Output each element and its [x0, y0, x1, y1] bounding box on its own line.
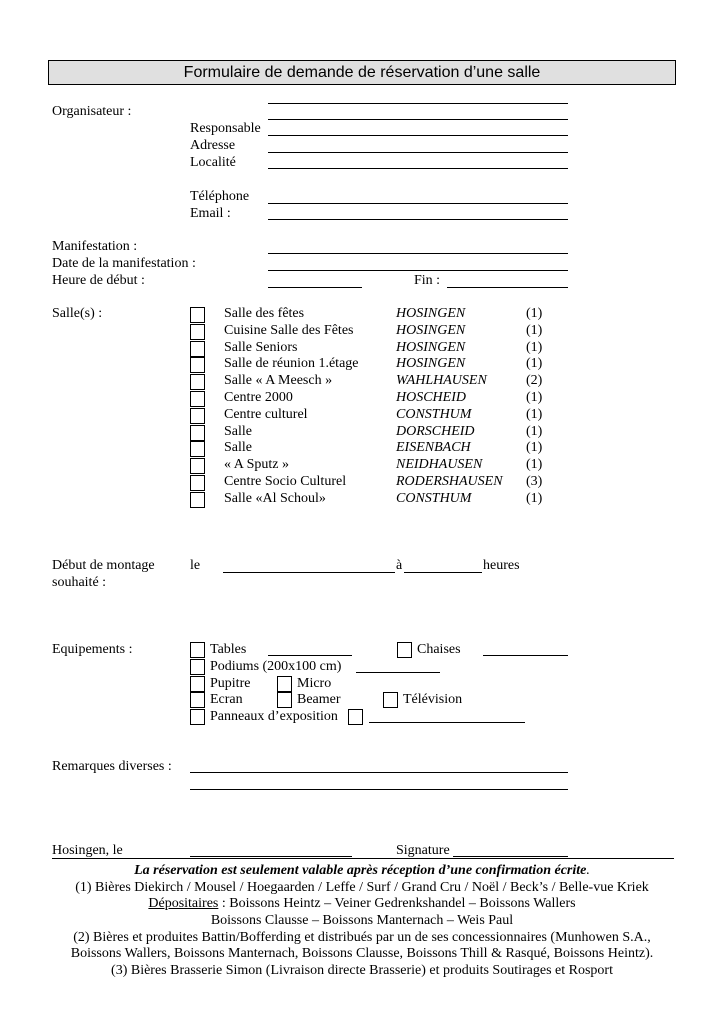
remarques-label: Remarques diverses : [52, 759, 172, 774]
salle-place: NEIDHAUSEN [396, 457, 483, 473]
salle-name: Centre 2000 [224, 390, 293, 405]
fin-field[interactable] [447, 287, 568, 288]
salle-place: HOSINGEN [396, 356, 466, 372]
television-checkbox[interactable] [383, 692, 398, 708]
salle-ref: (1) [526, 490, 543, 506]
footer-line-3: Boissons Clausse – Boissons Manternach – Weis Paul [210, 913, 514, 928]
salle-place: HOSINGEN [396, 322, 466, 338]
salle-checkbox[interactable] [190, 408, 205, 424]
salle-name: Centre culturel [224, 406, 308, 422]
salle-place: DORSCHEID [396, 423, 475, 439]
salle-place: HOSINGEN [396, 339, 466, 355]
panneaux-qty-field[interactable] [369, 722, 525, 723]
salle-name: Salle de réunion 1.étage [224, 356, 359, 372]
footer-line-6: (3) Bières Brasserie Simon (Livraison directe Brasserie) et produits Soutirages et Rosport [111, 963, 613, 978]
salle-name: Salle des fêtes [224, 306, 305, 321]
salle-ref: (1) [526, 440, 543, 456]
adresse-field[interactable] [268, 135, 568, 136]
manifestation-field[interactable] [268, 253, 568, 254]
beamer-checkbox[interactable] [277, 692, 292, 708]
salle-ref: (1) [526, 356, 543, 372]
depositaires-label: Dépositaires [148, 896, 219, 911]
salle-ref: (2) [526, 373, 543, 389]
tables-qty-field[interactable] [268, 655, 352, 656]
equipements-label: Equipements : [52, 642, 133, 657]
pupitre-label: Pupitre [210, 676, 251, 691]
salle-checkbox[interactable] [190, 357, 205, 373]
salle-place: RODERSHAUSEN [396, 474, 503, 489]
salle-checkbox[interactable] [190, 441, 205, 457]
heure-debut-label: Heure de début : [52, 273, 145, 288]
podiums-label: Podiums (200x100 cm) [210, 659, 342, 674]
salle-checkbox[interactable] [190, 458, 205, 474]
montage-le: le [190, 558, 201, 573]
salle-checkbox[interactable] [190, 492, 205, 508]
beamer-label: Beamer [297, 692, 341, 707]
organisateur-label: Organisateur : [52, 104, 132, 119]
salle-checkbox[interactable] [190, 341, 205, 357]
localite-field[interactable] [268, 152, 568, 153]
hosingen-le-label: Hosingen, le [52, 843, 123, 858]
salle-ref: (1) [526, 306, 543, 321]
panneaux-checkbox[interactable] [190, 709, 205, 725]
chaises-checkbox[interactable] [397, 642, 412, 658]
footer-divider [52, 858, 674, 859]
form-title: Formulaire de demande de réservation d’une salle [48, 60, 676, 85]
montage-heures: heures [483, 558, 520, 573]
salle-ref: (1) [526, 406, 543, 422]
salle-name: Centre Socio Culturel [224, 474, 347, 489]
salle-name: Salle «Al Schoul» [224, 490, 326, 506]
micro-checkbox[interactable] [277, 676, 292, 692]
salle-ref: (1) [526, 322, 543, 338]
salle-name: Salle [224, 423, 252, 439]
signature-label: Signature [396, 843, 450, 858]
signature-field[interactable] [453, 856, 568, 857]
remarques-field-2[interactable] [190, 789, 568, 790]
salle-checkbox[interactable] [190, 475, 205, 491]
television-label: Télévision [403, 692, 463, 707]
salle-checkbox[interactable] [190, 391, 205, 407]
email-label: Email : [190, 206, 231, 221]
salle-name: « A Sputz » [224, 457, 289, 473]
salle-place: CONSTHUM [396, 406, 472, 422]
footer-notice: La réservation est seulement valable après réception d’une confirmation écrite. [134, 863, 590, 878]
adresse-label: Adresse [190, 138, 236, 153]
montage-a: à [396, 558, 403, 573]
podiums-checkbox[interactable] [190, 659, 205, 675]
salle-place: WAHLHAUSEN [396, 373, 487, 389]
montage-label: Début de montage [52, 558, 155, 573]
salle-ref: (1) [526, 390, 543, 405]
chaises-qty-field[interactable] [483, 655, 568, 656]
salle-place: EISENBACH [396, 440, 471, 456]
footer-line-5: Boissons Wallers, Boissons Manternach, Boissons Clausse, Boissons Thill & Rasqué, Boissons Heintz). [70, 946, 654, 961]
salle-ref: (3) [526, 474, 543, 489]
date-manifestation-label: Date de la manifestation : [52, 256, 196, 271]
email-field[interactable] [268, 219, 568, 220]
salle-ref: (1) [526, 457, 543, 473]
tables-label: Tables [210, 642, 247, 657]
salle-place: HOSCHEID [396, 390, 466, 405]
date-signature-field[interactable] [190, 856, 352, 857]
montage-date-field[interactable] [223, 572, 395, 573]
date-manifestation-field[interactable] [268, 270, 568, 271]
salle-checkbox[interactable] [190, 324, 205, 340]
ecran-checkbox[interactable] [190, 692, 205, 708]
salles-label: Salle(s) : [52, 306, 103, 321]
salle-checkbox[interactable] [190, 374, 205, 390]
telephone-field[interactable] [268, 203, 568, 204]
telephone-label: Téléphone [190, 189, 250, 204]
chaises-label: Chaises [417, 642, 461, 657]
organisateur-field[interactable] [268, 103, 568, 104]
salle-ref: (1) [526, 423, 543, 439]
panneaux-extra-checkbox[interactable] [348, 709, 363, 725]
ecran-label: Ecran [210, 692, 243, 707]
salle-place: CONSTHUM [396, 490, 472, 506]
manifestation-label: Manifestation : [52, 239, 138, 254]
footer-line-4: (2) Bières et produites Battin/Bofferding et distribués par un de ses concessionnaires (Munhowen S.A., [73, 930, 651, 945]
salle-ref: (1) [526, 339, 543, 355]
salle-place: HOSINGEN [396, 306, 466, 321]
heure-debut-field[interactable] [268, 287, 362, 288]
responsable-label: Responsable [190, 121, 261, 136]
salle-checkbox[interactable] [190, 425, 205, 441]
podiums-qty-field[interactable] [356, 672, 440, 673]
remarques-field-1[interactable] [190, 772, 568, 773]
footer-line-1: (1) Bières Diekirch / Mousel / Hoegaarden / Leffe / Surf / Grand Cru / Noël / Beck’s / Belle-vue Kriek [75, 880, 649, 895]
localite-field-2[interactable] [268, 168, 568, 169]
responsable-field[interactable] [268, 119, 568, 120]
micro-label: Micro [297, 676, 332, 691]
localite-label: Localité [190, 155, 236, 170]
tables-checkbox[interactable] [190, 642, 205, 658]
salle-checkbox[interactable] [190, 307, 205, 323]
fin-label: Fin : [414, 273, 441, 288]
pupitre-checkbox[interactable] [190, 676, 205, 692]
salle-name: Salle [224, 440, 252, 456]
footer-line-2: Dépositaires : Boissons Heintz – Veiner Gedrenkshandel – Boissons Wallers [148, 896, 576, 911]
montage-label-2: souhaité : [52, 575, 107, 590]
montage-heure-field[interactable] [404, 572, 482, 573]
salle-name: Cuisine Salle des Fêtes [224, 322, 354, 338]
salle-name: Salle Seniors [224, 339, 298, 355]
panneaux-label: Panneaux d’exposition [210, 709, 338, 724]
salle-name: Salle « A Meesch » [224, 373, 333, 389]
